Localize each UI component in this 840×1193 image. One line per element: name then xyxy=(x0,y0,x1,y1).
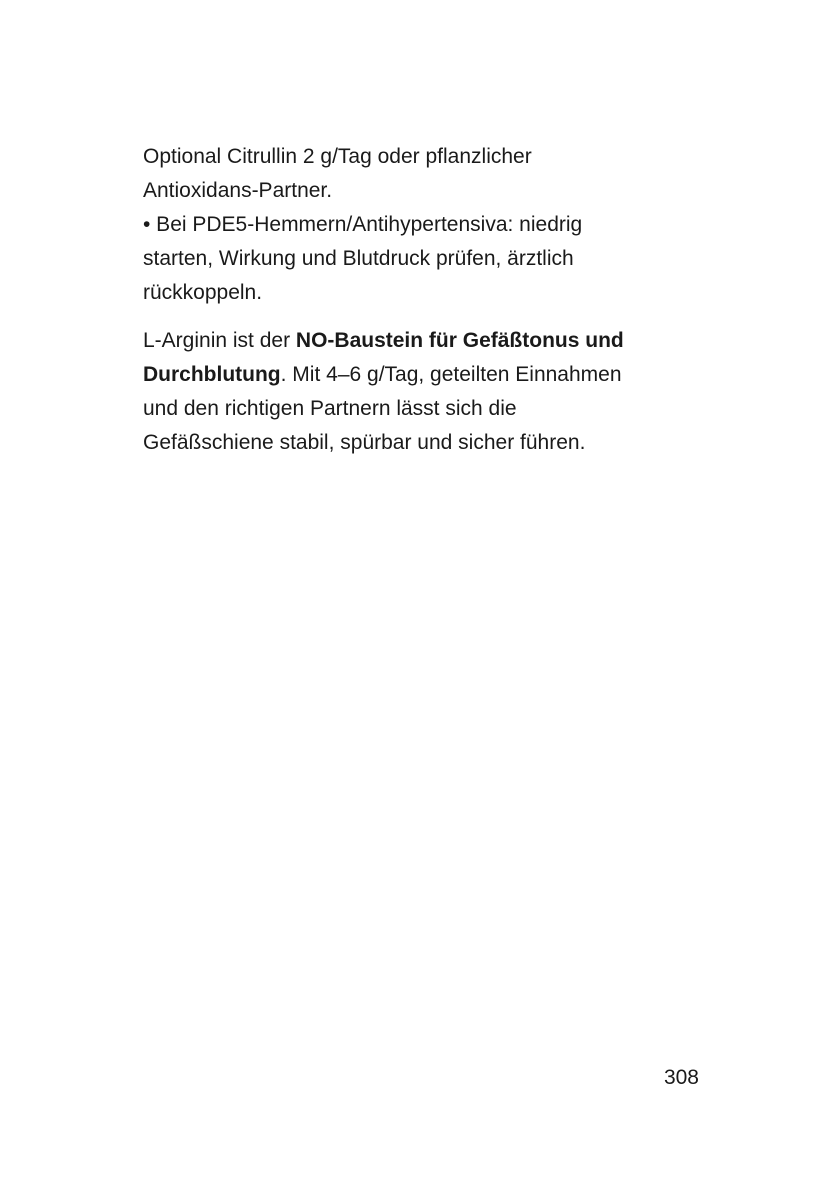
text-line: Optional Citrullin 2 g/Tag oder pflanzlicher xyxy=(143,145,532,168)
summary-emphasis: NO-Baustein für Gefäßtonus und xyxy=(295,329,624,352)
text-line xyxy=(143,358,703,392)
text-line: starten, Wirkung und Blutdruck prüfen, ärztlich xyxy=(143,247,574,270)
text-line: und den richtigen Partnern lässt sich die xyxy=(143,397,517,420)
bullet-line: • Bei PDE5-Hemmern/Antihypertensiva: niedrig xyxy=(143,213,583,236)
summary-text: . Mit 4–6 g/Tag, geteilten Einnahmen xyxy=(280,363,622,386)
text-line: rückkoppeln. xyxy=(143,281,263,304)
summary-text: L-Arginin ist der xyxy=(143,329,296,352)
text-line: Antioxidans-Partner. xyxy=(143,179,333,202)
summary-emphasis: Durchblutung xyxy=(143,363,281,386)
text-line: Gefäßschiene stabil, spürbar und sicher führen. xyxy=(143,431,586,454)
page-number: 308 xyxy=(663,1066,699,1089)
paragraph-dosage-notes xyxy=(143,140,703,310)
paragraph-summary xyxy=(143,324,703,460)
text-line xyxy=(143,324,703,358)
body-text xyxy=(143,140,703,460)
